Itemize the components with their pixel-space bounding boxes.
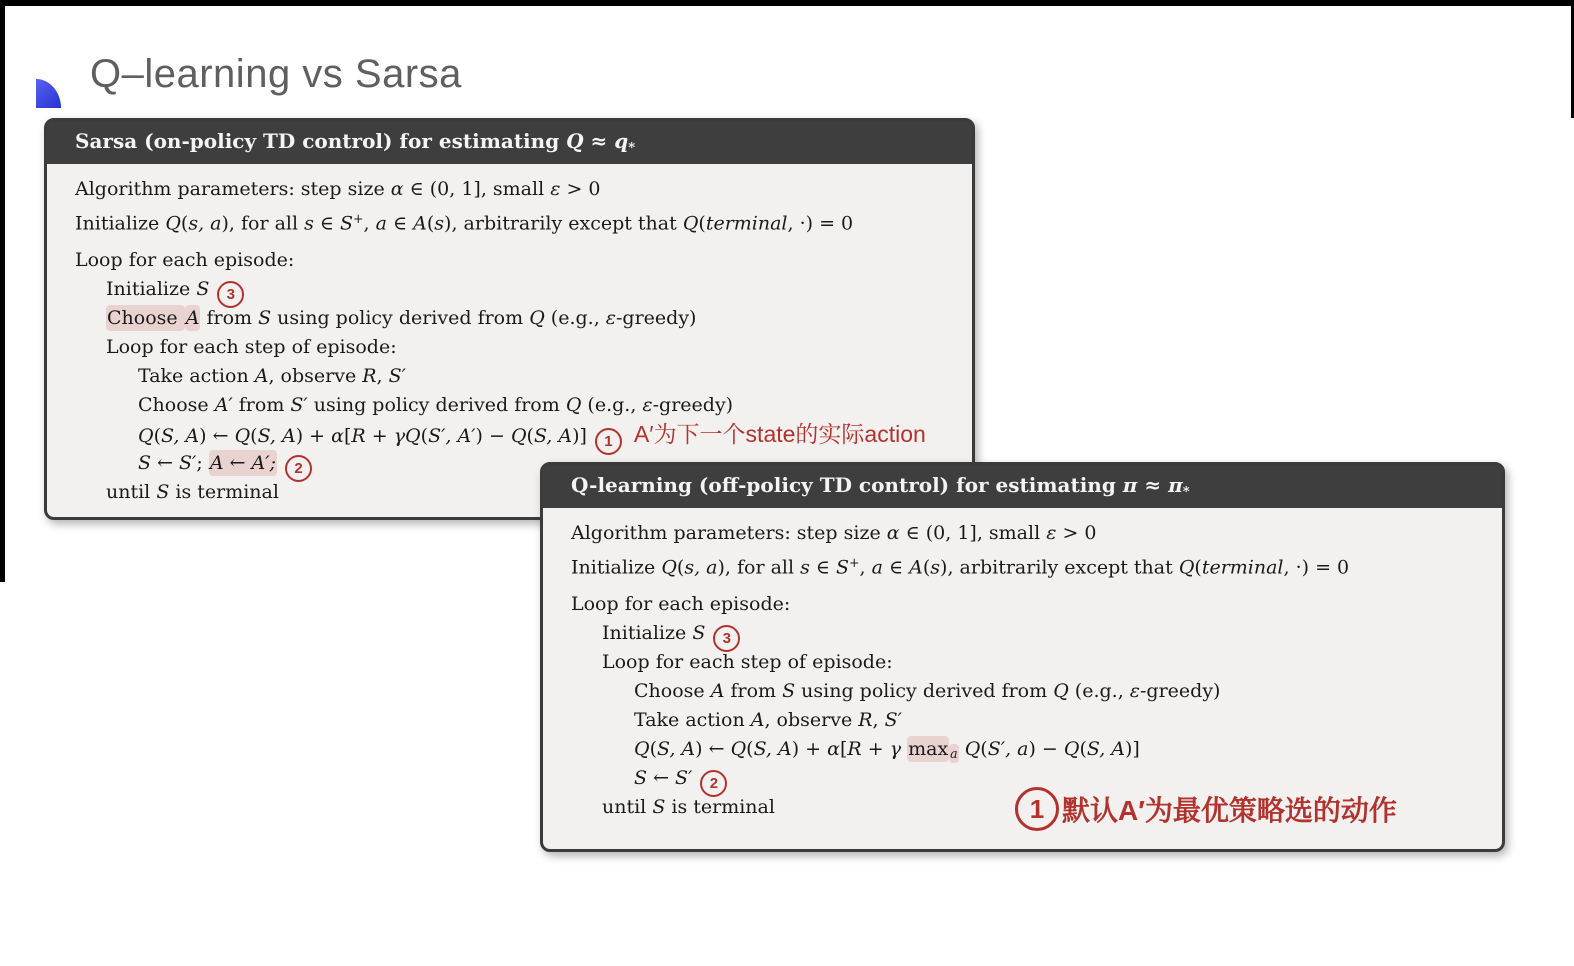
text-segment: [: [839, 738, 848, 760]
text-segment: +: [353, 211, 364, 226]
text-segment: ) ←: [199, 425, 235, 447]
text-segment: ) −: [1028, 738, 1064, 760]
text-segment: q: [614, 129, 629, 154]
text-segment: Q-learning (off-policy TD control) for estimating: [571, 473, 1123, 498]
text-segment: ∈ (0, 1], small: [899, 522, 1047, 544]
circled-number-2: 2: [285, 455, 312, 482]
text-segment: ) ←: [695, 738, 731, 760]
text-segment: Q: [565, 394, 582, 416]
text-segment: until: [106, 481, 157, 503]
text-segment: S′, A′: [428, 425, 476, 447]
highlighted-text-segment: Choose: [107, 307, 184, 329]
qlearning-box-header: [543, 465, 1502, 508]
text-segment: Initialize: [602, 622, 693, 644]
text-segment: (e.g.,: [544, 307, 606, 329]
text-segment: from: [200, 307, 259, 329]
text-segment: S: [156, 481, 170, 503]
text-segment: ε: [1046, 522, 1057, 544]
text-segment: A′: [214, 394, 233, 416]
algorithm-line: [571, 519, 1494, 548]
text-segment: Q: [730, 738, 747, 760]
algorithm-line: [571, 619, 1494, 648]
text-segment: (: [250, 425, 258, 447]
algorithm-line: [75, 175, 964, 204]
text-segment: s, a: [188, 212, 222, 235]
text-segment: Q: [510, 425, 527, 447]
text-segment: R: [847, 738, 862, 760]
text-segment: -greedy): [652, 394, 734, 416]
text-segment: Q: [1063, 738, 1080, 760]
highlighted-text-segment: a: [950, 746, 958, 762]
text-segment: ) +: [295, 425, 332, 447]
text-segment: S′, a: [987, 738, 1029, 760]
text-segment: S′: [388, 365, 406, 387]
circled-number-1: 1: [1015, 787, 1059, 831]
algorithm-line: [75, 246, 964, 275]
text-segment: (: [420, 425, 429, 447]
text-segment: > 0: [1056, 522, 1097, 544]
text-segment: (: [746, 738, 754, 760]
text-segment: α: [827, 738, 840, 760]
text-segment: Q: [634, 738, 650, 760]
text-segment: from: [724, 680, 783, 702]
text-segment: > 0: [560, 178, 601, 200]
text-segment: is terminal: [665, 796, 775, 818]
text-segment: ≈: [1137, 473, 1169, 498]
text-segment: , ·) = 0: [1283, 556, 1350, 579]
text-segment: s: [304, 212, 314, 235]
text-segment: π: [1168, 473, 1183, 498]
text-segment: Initialize: [106, 278, 197, 300]
sarsa-box-body: [47, 164, 972, 507]
text-segment: γQ: [393, 425, 421, 447]
text-segment: Q: [964, 738, 981, 760]
text-segment: (: [1194, 556, 1202, 579]
text-segment: [: [343, 425, 352, 447]
algorithm-line: [75, 304, 964, 333]
text-segment: Q: [661, 556, 677, 579]
text-segment: A: [254, 365, 269, 387]
window-border-left: [0, 0, 5, 582]
text-segment: ), for all: [717, 556, 801, 579]
text-segment: ∈: [882, 556, 910, 579]
text-segment: Loop for each episode:: [571, 593, 791, 615]
text-segment: S, A: [753, 738, 792, 760]
text-segment: A: [750, 709, 765, 731]
text-segment: Algorithm parameters: step size: [571, 522, 887, 544]
text-segment: is terminal: [169, 481, 279, 503]
algorithm-line: [571, 677, 1494, 706]
text-segment: Q: [529, 307, 545, 329]
text-segment: S: [258, 307, 272, 329]
text-segment: (: [153, 425, 161, 447]
text-segment: S, A: [533, 425, 573, 447]
text-segment: Q: [234, 425, 251, 447]
text-segment: (: [980, 738, 988, 760]
text-segment: R: [362, 365, 377, 387]
text-segment: α: [886, 522, 900, 544]
text-segment: ←: [151, 452, 180, 474]
text-segment: )]: [1125, 738, 1140, 760]
text-segment: (: [180, 212, 189, 235]
text-segment: (: [922, 556, 931, 579]
text-segment: π: [1122, 473, 1138, 498]
text-segment: (: [1079, 738, 1087, 760]
text-segment: ) +: [791, 738, 828, 760]
algorithm-line: [75, 275, 964, 304]
text-segment: S, A: [657, 738, 696, 760]
text-segment: , observe: [764, 709, 859, 731]
text-segment: Q: [566, 129, 584, 154]
text-segment: using policy derived from: [795, 680, 1054, 702]
text-segment: (e.g.,: [1068, 680, 1130, 702]
text-segment: S: [836, 556, 850, 579]
text-segment: (: [676, 556, 685, 579]
text-segment: γ: [889, 738, 902, 760]
algorithm-line: [571, 706, 1494, 735]
text-segment: ;: [196, 452, 209, 474]
slide-title: Q–learning vs Sarsa: [90, 52, 462, 96]
text-segment: S: [138, 452, 152, 474]
text-segment: S: [196, 278, 210, 300]
text-segment: (e.g.,: [581, 394, 643, 416]
qlearning-box-title: [571, 473, 1190, 499]
text-segment: -greedy): [616, 307, 697, 329]
text-segment: Algorithm parameters: step size: [75, 178, 391, 200]
window-border-top: [0, 0, 1574, 6]
text-segment: using policy derived from: [271, 307, 530, 329]
text-segment: R: [351, 425, 366, 447]
text-segment: Loop for each step of episode:: [602, 651, 893, 673]
algorithm-line: [571, 590, 1494, 619]
qlearning-annotation-text: 默认A′为最优策略选的动作: [1062, 795, 1397, 826]
text-segment: ←: [647, 767, 676, 789]
text-segment: s: [800, 556, 810, 579]
text-segment: a: [871, 556, 883, 579]
text-segment: Q: [138, 425, 154, 447]
text-segment: ∈: [809, 556, 837, 579]
text-segment: α: [331, 425, 344, 447]
text-segment: Take action: [634, 709, 751, 731]
text-segment: A: [710, 680, 725, 702]
circled-number-1: 1: [595, 428, 622, 455]
text-segment: A: [909, 556, 923, 579]
text-segment: Q: [165, 212, 181, 235]
text-segment: S: [340, 212, 354, 235]
algorithm-line: [75, 362, 964, 391]
text-segment: ≈: [583, 129, 615, 154]
text-segment: ∈: [313, 212, 341, 235]
text-segment: using policy derived from: [307, 394, 566, 416]
text-segment: *: [1182, 484, 1190, 500]
text-segment: S′: [675, 767, 693, 789]
text-segment: Q: [682, 212, 699, 235]
circled-number-2: 2: [700, 770, 727, 797]
text-segment: S, A: [161, 425, 200, 447]
text-segment: a: [375, 212, 387, 235]
text-segment: ε: [550, 178, 561, 200]
text-segment: ∈: [386, 212, 414, 235]
text-segment: terminal: [705, 212, 788, 235]
text-segment: ,: [872, 709, 885, 731]
text-segment: S: [652, 796, 666, 818]
text-segment: (: [426, 212, 435, 235]
text-segment: *: [628, 140, 636, 156]
algorithm-line: [571, 548, 1494, 577]
text-segment: ), arbitrarily except that: [444, 212, 683, 235]
text-segment: S: [692, 622, 706, 644]
text-segment: S, A: [257, 425, 296, 447]
qlearning-algorithm-box: [540, 462, 1505, 852]
text-segment: ,: [859, 556, 872, 579]
text-segment: ε: [642, 394, 653, 416]
text-segment: Loop for each step of episode:: [106, 336, 397, 358]
text-segment: S: [782, 680, 796, 702]
text-segment: S′: [179, 452, 197, 474]
text-segment: +: [861, 738, 890, 760]
text-segment: +: [849, 555, 860, 570]
qlearning-annotation: [1015, 787, 1397, 831]
text-segment: Q: [1053, 680, 1069, 702]
text-segment: S′: [290, 394, 308, 416]
text-segment: Initialize: [75, 212, 166, 235]
text-segment: Take action: [138, 365, 255, 387]
text-segment: (: [526, 425, 534, 447]
text-segment: Loop for each episode:: [75, 249, 295, 271]
text-segment: , observe: [268, 365, 363, 387]
text-segment: (: [649, 738, 657, 760]
sarsa-box-header: [47, 121, 972, 164]
highlighted-text-segment: A ← A′;: [209, 452, 276, 474]
text-segment: ), for all: [221, 212, 305, 235]
text-segment: S: [634, 767, 648, 789]
circled-number-3: 3: [217, 281, 244, 308]
text-segment: until: [602, 796, 653, 818]
sarsa-algorithm-box: [44, 118, 975, 520]
algorithm-line: [75, 333, 964, 362]
text-segment: (: [698, 212, 706, 235]
text-segment: Initialize: [571, 556, 662, 579]
highlighted-text-segment: max: [908, 738, 949, 760]
text-segment: A: [413, 212, 427, 235]
text-segment: s: [930, 556, 941, 579]
text-segment: ), arbitrarily except that: [940, 556, 1179, 579]
text-segment: Choose: [634, 680, 711, 702]
text-segment: ) −: [475, 425, 511, 447]
text-segment: terminal: [1201, 556, 1284, 579]
text-segment: S′: [884, 709, 902, 731]
text-segment: ,: [363, 212, 376, 235]
text-segment: +: [365, 425, 394, 447]
text-segment: α: [390, 178, 404, 200]
text-segment: )]: [572, 425, 587, 447]
text-segment: Q: [1178, 556, 1195, 579]
inline-annotation-text: A′为下一个state的实际action: [633, 421, 926, 447]
text-segment: s, a: [684, 556, 718, 579]
algorithm-line: [571, 735, 1494, 764]
text-segment: -greedy): [1140, 680, 1221, 702]
text-segment: , ·) = 0: [787, 212, 854, 235]
highlighted-text-segment: A: [185, 307, 200, 329]
text-segment: ε: [1129, 680, 1140, 702]
qlearning-box-body: [543, 508, 1502, 822]
algorithm-line: [75, 391, 964, 420]
algorithm-line: [75, 420, 964, 449]
sarsa-box-title: [75, 129, 635, 155]
text-segment: s: [434, 212, 445, 235]
text-segment: S, A: [1086, 738, 1126, 760]
algorithm-line: [75, 204, 964, 233]
blue-quarter-circle-icon: [36, 79, 61, 108]
text-segment: ∈ (0, 1], small: [403, 178, 551, 200]
text-segment: ,: [376, 365, 389, 387]
text-segment: Choose: [138, 394, 215, 416]
text-segment: R: [858, 709, 873, 731]
circled-number-3: 3: [713, 625, 740, 652]
text-segment: from: [232, 394, 291, 416]
text-segment: Sarsa (on-policy TD control) for estimating: [75, 129, 567, 154]
algorithm-line: [571, 648, 1494, 677]
text-segment: ε: [605, 307, 616, 329]
